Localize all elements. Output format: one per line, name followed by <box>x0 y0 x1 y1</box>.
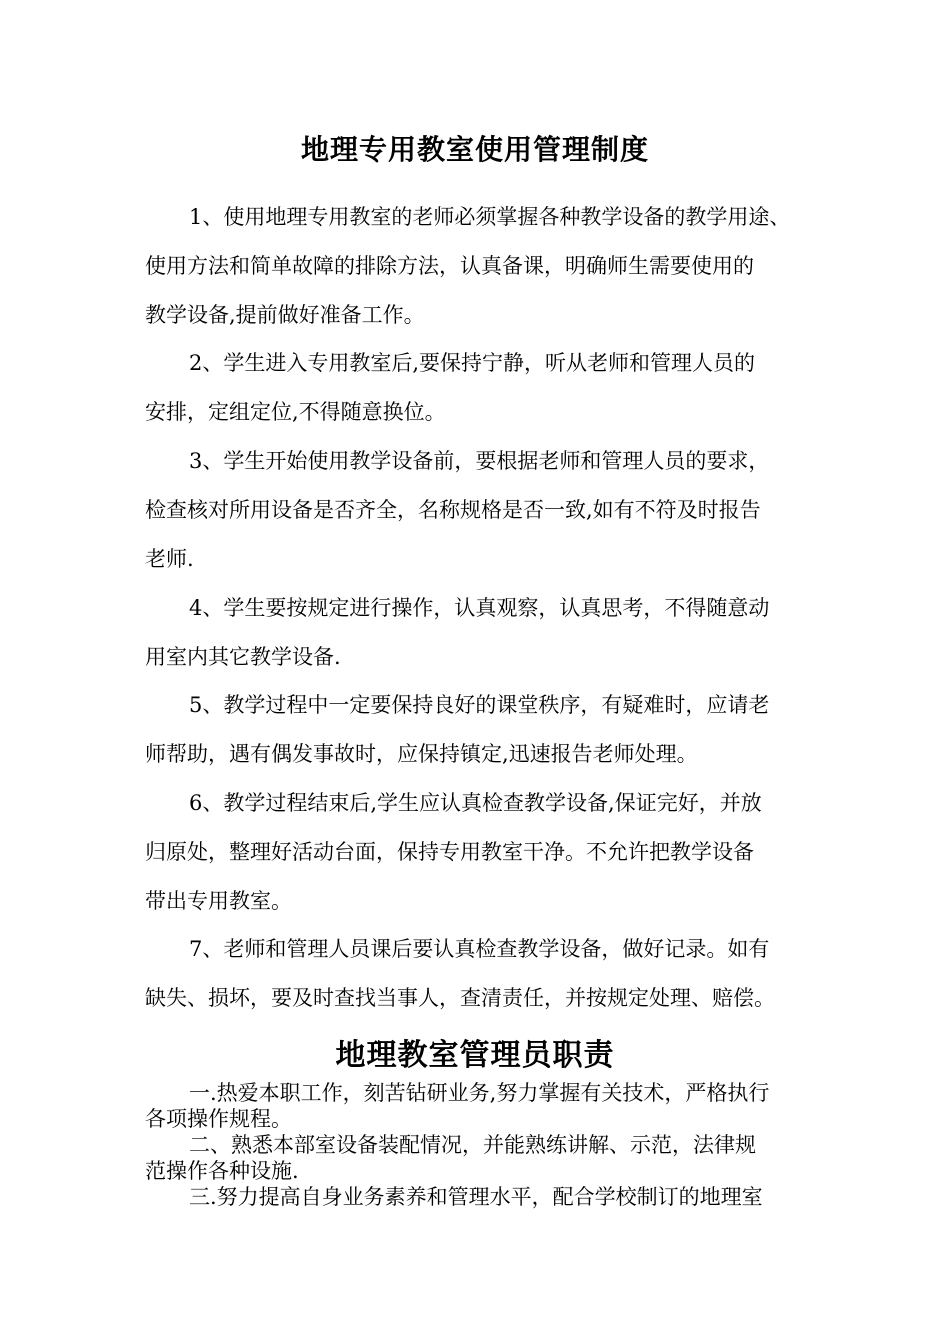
rule-5-line-1: 5、教学过程中一定要保持良好的课堂秩序，有疑难时，应请老 <box>189 693 770 717</box>
rule-3-line-2: 检查核对所用设备是否齐全，名称规格是否一致,如有不符及时报告 <box>145 498 761 522</box>
page-title: 地理专用教室使用管理制度 <box>300 133 649 166</box>
rule-1-line-2: 使用方法和简单故障的排除方法，认真备课，明确师生需要使用的 <box>145 254 754 278</box>
rule-1-line-1: 1、使用地理专用教室的老师必须掌握各种教学设备的教学用途、 <box>189 205 791 229</box>
rule-4-line-1: 4、学生要按规定进行操作，认真观察，认真思考，不得随意动 <box>189 596 770 620</box>
duty-3-line-1: 三.努力提高自身业务素养和管理水平，配合学校制订的地理室 <box>189 1185 763 1209</box>
rule-7-line-2: 缺失、损坏，要及时查找当事人，查清责任，并按规定处理、赔偿。 <box>145 986 775 1010</box>
duty-2-line-2: 范操作各种设施. <box>145 1159 299 1183</box>
duty-1-line-1: 一.热爱本职工作，刻苦钻研业务,努力掌握有关技术，严格执行 <box>189 1081 770 1105</box>
section-title-duties: 地理教室管理员职责 <box>335 1038 615 1073</box>
duty-2-line-1: 二、熟悉本部室设备装配情况，并能熟练讲解、示范，法律规 <box>189 1133 756 1157</box>
rule-3-line-3: 老师. <box>145 547 194 571</box>
rule-3-line-1: 3、学生开始使用教学设备前，要根据老师和管理人员的要求， <box>189 449 770 473</box>
rule-6-line-1: 6、教学过程结束后,学生应认真检查教学设备,保证完好，并放 <box>189 791 762 815</box>
rule-5-line-2: 师帮助，遇有偶发事故时，应保持镇定,迅速报告老师处理。 <box>145 742 698 766</box>
rule-7-line-1: 7、老师和管理人员课后要认真检查教学设备，做好记录。如有 <box>189 937 770 961</box>
rule-6-line-3: 带出专用教室。 <box>145 889 292 913</box>
rule-1-line-3: 教学设备,提前做好准备工作。 <box>145 303 425 327</box>
rule-4-line-2: 用室内其它教学设备. <box>145 645 341 669</box>
rule-2-line-1: 2、学生进入专用教室后,要保持宁静，听从老师和管理人员的 <box>189 351 756 375</box>
rule-6-line-2: 归原处，整理好活动台面，保持专用教室干净。不允许把教学设备 <box>145 840 754 864</box>
rule-2-line-2: 安排，定组定位,不得随意换位。 <box>145 400 446 424</box>
duty-1-line-2: 各项操作规程。 <box>145 1107 292 1131</box>
